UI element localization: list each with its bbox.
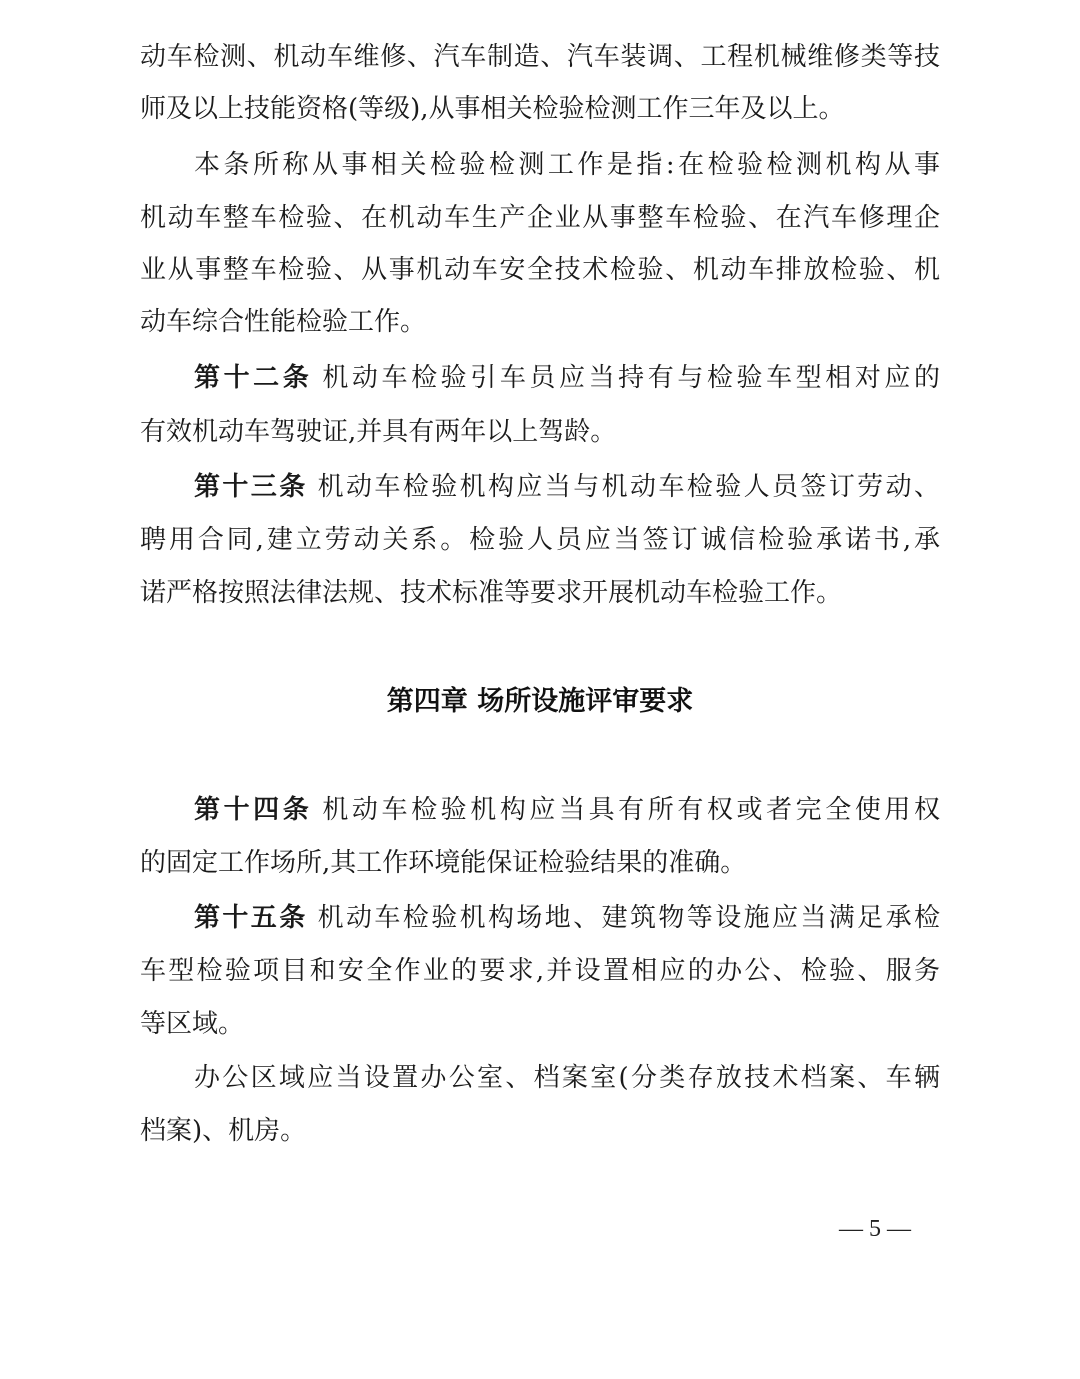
- article-12-first-line: [140, 358, 940, 398]
- text-line: 车型检验项目和安全作业的要求,并设置相应的办公、检验、服务: [140, 956, 940, 986]
- article-14-first-line: [140, 790, 940, 830]
- article-12-text: 机动车检验引车员应当持有与检验车型相对应的: [322, 363, 940, 393]
- text-line: 本条所称从事相关检验检测工作是指:在检验检测机构从事: [194, 150, 940, 180]
- text-line: 办公区域应当设置办公室、档案室(分类存放技术档案、车辆: [194, 1063, 940, 1093]
- text-line: 动车检测、机动车维修、汽车制造、汽车装调、工程机械维修类等技: [140, 42, 940, 72]
- article-15-text: 机动车检验机构场地、建筑物等设施应当满足承检: [317, 903, 940, 933]
- article-12-label: 第十二条: [194, 363, 313, 393]
- text-line: 业从事整车检验、从事机动车安全技术检验、机动车排放检验、机: [140, 255, 940, 285]
- text-line: 机动车整车检验、在机动车生产企业从事整车检验、在汽车修理企: [140, 203, 940, 233]
- text-line: 有效机动车驾驶证,并具有两年以上驾龄。: [140, 417, 617, 447]
- text-line: 动车综合性能检验工作。: [140, 307, 427, 337]
- chapter-heading: 第四章 场所设施评审要求: [386, 686, 694, 717]
- article-15-first-line: [140, 898, 940, 938]
- text-line: 聘用合同,建立劳动关系。检验人员应当签订诚信检验承诺书,承: [140, 525, 940, 555]
- article-13-first-line: [140, 467, 940, 507]
- article-13-text: 机动车检验机构应当与机动车检验人员签订劳动、: [317, 472, 940, 502]
- article-13-label: 第十三条: [194, 472, 308, 502]
- text-line: 诺严格按照法律法规、技术标准等要求开展机动车检验工作。: [140, 578, 843, 608]
- article-15-label: 第十五条: [194, 903, 308, 933]
- page-number: — 5 —: [839, 1216, 911, 1242]
- text-line: 的固定工作场所,其工作环境能保证检验结果的准确。: [140, 848, 747, 878]
- article-14-label: 第十四条: [194, 795, 313, 825]
- article-14-text: 机动车检验机构应当具有所有权或者完全使用权: [322, 795, 940, 825]
- text-line: 等区域。: [140, 1009, 245, 1039]
- text-line: 师及以上技能资格(等级),从事相关检验检测工作三年及以上。: [140, 94, 845, 124]
- document-page: [140, 0, 940, 1379]
- text-line: 档案)、机房。: [140, 1116, 307, 1146]
